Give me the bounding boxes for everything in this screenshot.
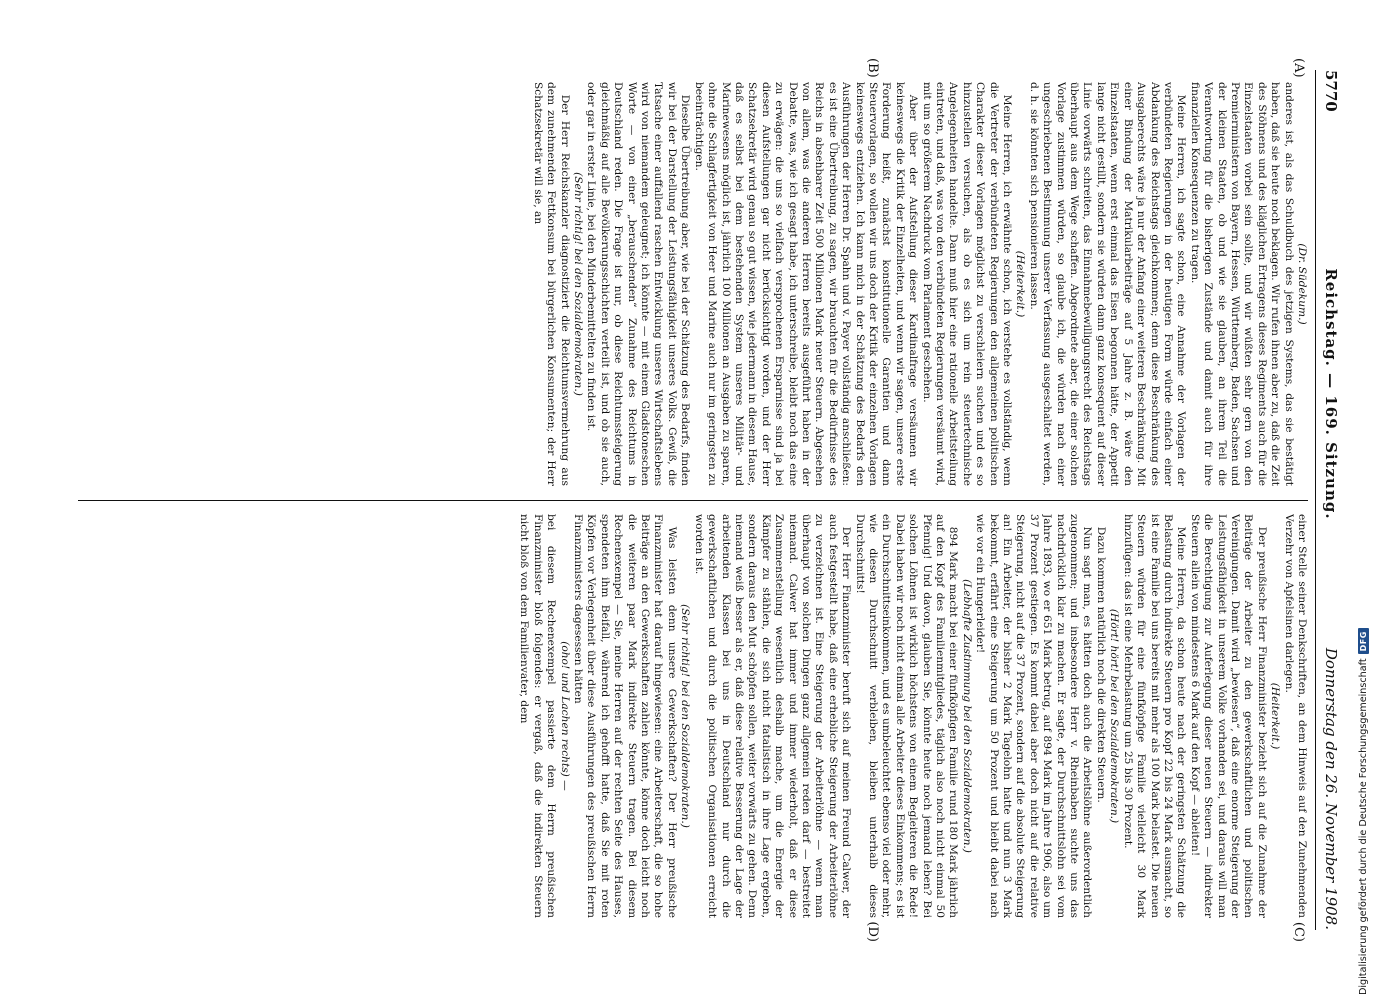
column-divider xyxy=(78,500,1308,501)
credit-text: Digitalisierung gefördert durch die Deutsche Forschungsgemeinschaft xyxy=(1358,658,1369,995)
margin-letter-c: (C) xyxy=(1291,921,1306,942)
paragraph: Was leisten denn unsere Gewerkschaften? Der Herr preußische Finanzminister hat darauf hingewiesen: eine Arbeiterschaft, die so hohe Beiträge an den Gewerkschaften zahlen könnte, könne doch leicht noch die weiteren paar Mark indirekte Steuern tragen. Bei diesem Rechenexempel — Sie, meine Herren auf der rechten Seite des Hauses, spendeten ihm Beifall, während ich gehofft hatte, daß Sie mit roten Köpfen vor Verlegenheit über diese Ausführungen des preußischen Herrn Finanzministers dagesessen hätten xyxy=(572,514,678,918)
left-column xyxy=(78,82,1308,486)
interjection: (Heiterkeit.) xyxy=(1269,682,1282,750)
session-date: Donnerstag den 26. November 1908. xyxy=(1322,647,1340,930)
paragraph: Der Herr Finanzminister beruft sich auf meinen Freund Calwer, der auch festgestellt habe, daß eine erhebliche Steigerung der Arbeiterlöhne zu verzeichnen ist. Eine Steigerung der Arbeiterlöhne — wenn man überhaupt von solchen Dingen ganz allgemein reden darf — bestreitet niemand. Calwer hat immer und immer wiederholt, daß er diese Zusammenstellung wesentlich deshalb mache, um die Energie der Kämpfer zu stählen, die sich nicht fatalistisch in ihre Lage ergeben, sondern daraus den Mut schöpfen sollen, weiter vorwärts zu gehen. Denn niemand weiß besser als er, daß diese relative Besserung der Lage der arbeitenden Klassen bei uns in Deutschland nur durch die gewerkschaftlichen und durch die politischen Organisationen erreicht worden ist. xyxy=(692,514,853,918)
page-number: 5770 xyxy=(1322,70,1340,112)
digitization-credit xyxy=(1358,628,1369,995)
interjection: (Hört! hört! bei den Sozialdemokraten.) xyxy=(1108,608,1121,824)
paragraph: Aber über der Aufstellung dieser Kardinalfrage versäumen wir keineswegs die Kritik der Einzelheiten, und wenn wir sagen, unsere erste Forderung heißt, zunächst konstitutionelle Garantien und dann Steuervorlagen, so wollen wir uns doch der Kritik der einzelnen Vorlagen keineswegs entziehen. Ich kann mich in der Schätzung des Bedarfs den Ausführungen der Herren Dr. Spahn und v. Payer vollständig anschließen: es ist eine Übertreibung, zu sagen, wir brauchten für die Bedürfnisse des Reichs in absehbarer Zeit 500 Millionen Mark neuer Steuern. Abgesehen von allem, was die anderen Herren bereits ausgeführt haben in der Debatte, was, wie ich gesagt habe, ich unterschreibe, bleibt noch das eine zu erwägen: die uns so vielfach versprochenen Ersparnisse sind ja bei diesen Aufstellungen gar nicht berücksichtigt worden, und der Herr Schatzsekretär wird genau so gut wissen, wie jedermann in diesem Hause, daß es selbst bei dem bestehenden System unseres Militär- und Marinewesens möglich ist, jährlich 100 Millionen an Ausgaben zu sparen, ohne die Schlagfertigkeit von Heer und Marine auch nur im geringsten zu beeinträchtigen. xyxy=(692,82,920,486)
paragraph: 894 Mark macht bei einer fünfköpfigen Familie rund 180 Mark jährlich auf den Kopf des Familienmitgliedes, täglich also noch nicht einmal 50 Pfennig! Und davon, glauben Sie, könnte heute noch jemand leben? Bei solchen Löhnen ist wirklich höchstens von einem Begleiteren die Rede! Dabei haben wir noch nicht einmal alle Arbeiter dieses Einkommens; es ist ein Durchschnittseinkommen, und es umbeleuchtet ebenso viel oder mehr, wie diesen Durchschnitt verbleiben, bleiben unterhalb dieses Durchschnitts! xyxy=(853,514,960,918)
paragraph: Meine Herren, da schon heute nach der geringsten Schätzung die Belastung durch indirekte Steuern pro Kopf 22 bis 24 Mark ausmacht, so ist eine Familie bei uns bereits mit mehr als 100 Mark belastet. Die neuen Steuern würden für eine fünfköpfige Familie vielleicht 30 Mark hinzufügen: das ist eine Mehrbelastung um 25 bis 30 Prozent. xyxy=(1121,514,1188,918)
paragraph: Dazu kommen natürlich noch die direkten Steuern. xyxy=(1094,526,1107,803)
margin-letter-d: (D) xyxy=(865,921,880,942)
rotated-document-page xyxy=(70,60,1340,940)
paragraph: Der Herr Reichskanzler diagnostiziert die Reichtumsvermehrung aus dem zunehmenden Fettkonsum bei bürgerlichen Konsumenten; der Herr Schatzsekretär will sie, an xyxy=(531,82,571,486)
interjection: (oho! und Lachen rechts) — xyxy=(558,641,571,791)
interjection: (Sehr richtig! bei den Sozialdemokraten.) xyxy=(572,172,585,396)
session-title: Reichstag. — 169. Sitzung. xyxy=(1322,268,1340,520)
margin-letter-a: (A) xyxy=(1291,58,1306,78)
interjection: (Dr. Südekum.) xyxy=(1296,243,1308,325)
paragraph: bei diesem Rechenexempel passierte dem Herrn preußischen Finanzminister bloß folgendes: er vergaß, daß die indirekten Steuern nicht bloß von dem Familienvater, dem xyxy=(518,514,558,918)
paragraph: einer Stelle seiner Denkschriften, an dem Hinweis auf den Zunehmenden Verzehr von Apfelsinen darlegen. xyxy=(1282,514,1308,918)
dfg-logo-icon: DFG xyxy=(1358,628,1369,654)
interjection: (Lebhafte Zustimmung bei den Sozialdemokraten.) xyxy=(960,579,973,853)
running-head xyxy=(1318,70,1340,930)
paragraph: Meine Herren, ich sagte schon, eine Annahme der Vorlagen der verbündeten Regierungen in der heutigen Form würde einfach einer Abdankung des Reichstags gleichkommen; denn diese Beschränkung des Ausgaberechts wäre ja nur der Anfang einer weiteren Beschränkung. Mit einer Bindung der Matrikularbeiträge auf 5 Jahre z. B. wäre den Einzelstaaten, wenn erst einmal das Eisen begonnen hätte, der Appetit lange nicht gestillt, sondern sie würden dann ganz konsequent auf dieser Linie vorwärts schreiten, das Einnahmebewilligungsrecht des Reichstags überhaupt aus dem Wege schaffen. Abgeordnete aber, die einer solchen Vorlage zustimmen würden, so glaube ich, die würden nach einer ungeschriebenen Bestimmung unserer Verfassung ausgeschaltet werden, d. h. sie könnten sich pensionieren lassen. xyxy=(1027,82,1188,486)
paragraph: Meine Herren, ich erwähnte schon, ich verstehe es vollständig, wenn die Vertreter der verbündeten Regierungen den allgemeinen politischen Charakter dieser Vorlagen möglichst zu verschleiern suchen und es so hinzustellen versuchen, als ob es sich um rein steuertechnische Angelegenheiten handelte. Dann muß hier eine rationelle Arbeitsteilung eintreten, und daß, was von den verbündeten Regierungen versäumt wird, mit um so größerem Nachdruck vom Parlament geschehen. xyxy=(920,82,1014,486)
paragraph: anderes ist, als das Schuldbuch des jetzigen Systems, das sie bestätigt haben, daß sie heute noch beklagen. Wir rufen ihnen aber zu, daß die Zeit des Stöhnens und des kläglichen Ertragens dieses Regiments auch für die Einzelstaaten vorbei sein sollte, und wir wüßten sehr gern von den Premierministern von Bayern, Hessen, Württemberg, Baden, Sachsen und der kleinen Staaten, ob und wie sie glauben, an ihrem Teil die Verantwortung für die bisherigen Zustände und damit auch für ihre finanziellen Konsequenzen zu tragen. xyxy=(1188,82,1295,486)
header-rule xyxy=(1315,70,1316,930)
paragraph: Der preußische Herr Finanzminister bezieht sich auf die Zunahme der Beiträge der Arbeiter zu den gewerkschaftlichen und politischen Vereinigungen. Damit wird „bewiesen“, daß eine enorme Steigerung der Leistungsfähigkeit in unserem Volke vorhanden sei, und daraus will man die Berechtigung zur Auferlegung dieser neuen Steuern — indirekter Steuern allein von mindestens 6 Mark auf den Kopf — ableiten! xyxy=(1188,514,1268,918)
interjection: (Heiterkeit.) xyxy=(1014,250,1027,318)
margin-letter-b: (B) xyxy=(865,58,880,78)
paragraph: Nun sagt man, es hätten doch auch die Arbeitslöhne außerordentlich zugenommen; und insbesondere Herr v. Rheinbaben suchte uns das nachdrücklich klar zu machen. Er sagte, der Durchschnittslohn sei vom Jahre 1893, wo er 651 Mark betrug, auf 894 Mark im Jahre 1906, also um 37 Prozent gestiegen. Es kommt dabei aber doch nicht auf die relative Steigerung, nicht auf die 37 Prozent, sondern auf die absolute Steigerung an! Ein Arbeiter, der bisher 2 Mark Tagelohn hatte und nun 3 Mark bekommt, erfährt eine Steigerung um 50 Prozent und bleibt dabei nach wie vor ein Hungerleider! xyxy=(974,514,1094,918)
interjection: (Sehr richtig! bei den Sozialdemokraten.) xyxy=(679,604,692,828)
paragraph: Dieselbe Übertreibung aber, wie bei der Schätzung des Bedarfs, finden wir bei der Darstellung der Leistungsfähigkeit unseres Volks. Gewiß, die Tatsache einer auffallend raschen Entwicklung unseres Wirtschaftslebens wird von niemandem geleugnet; ich könnte — mit einem Gladstoneschen Worte — von einer „berauschenden“ Zunahme des Reichtums in Deutschland reden. Die Frage ist nur, ob diese Reichtumssteigerung gleichmäßig auf alle Bevölkerungsschichten verteilt ist, und ob sie auch, oder gar in erster Linie, bei den Minderbemittelten zu finden ist. xyxy=(585,82,692,486)
right-column xyxy=(78,514,1308,918)
